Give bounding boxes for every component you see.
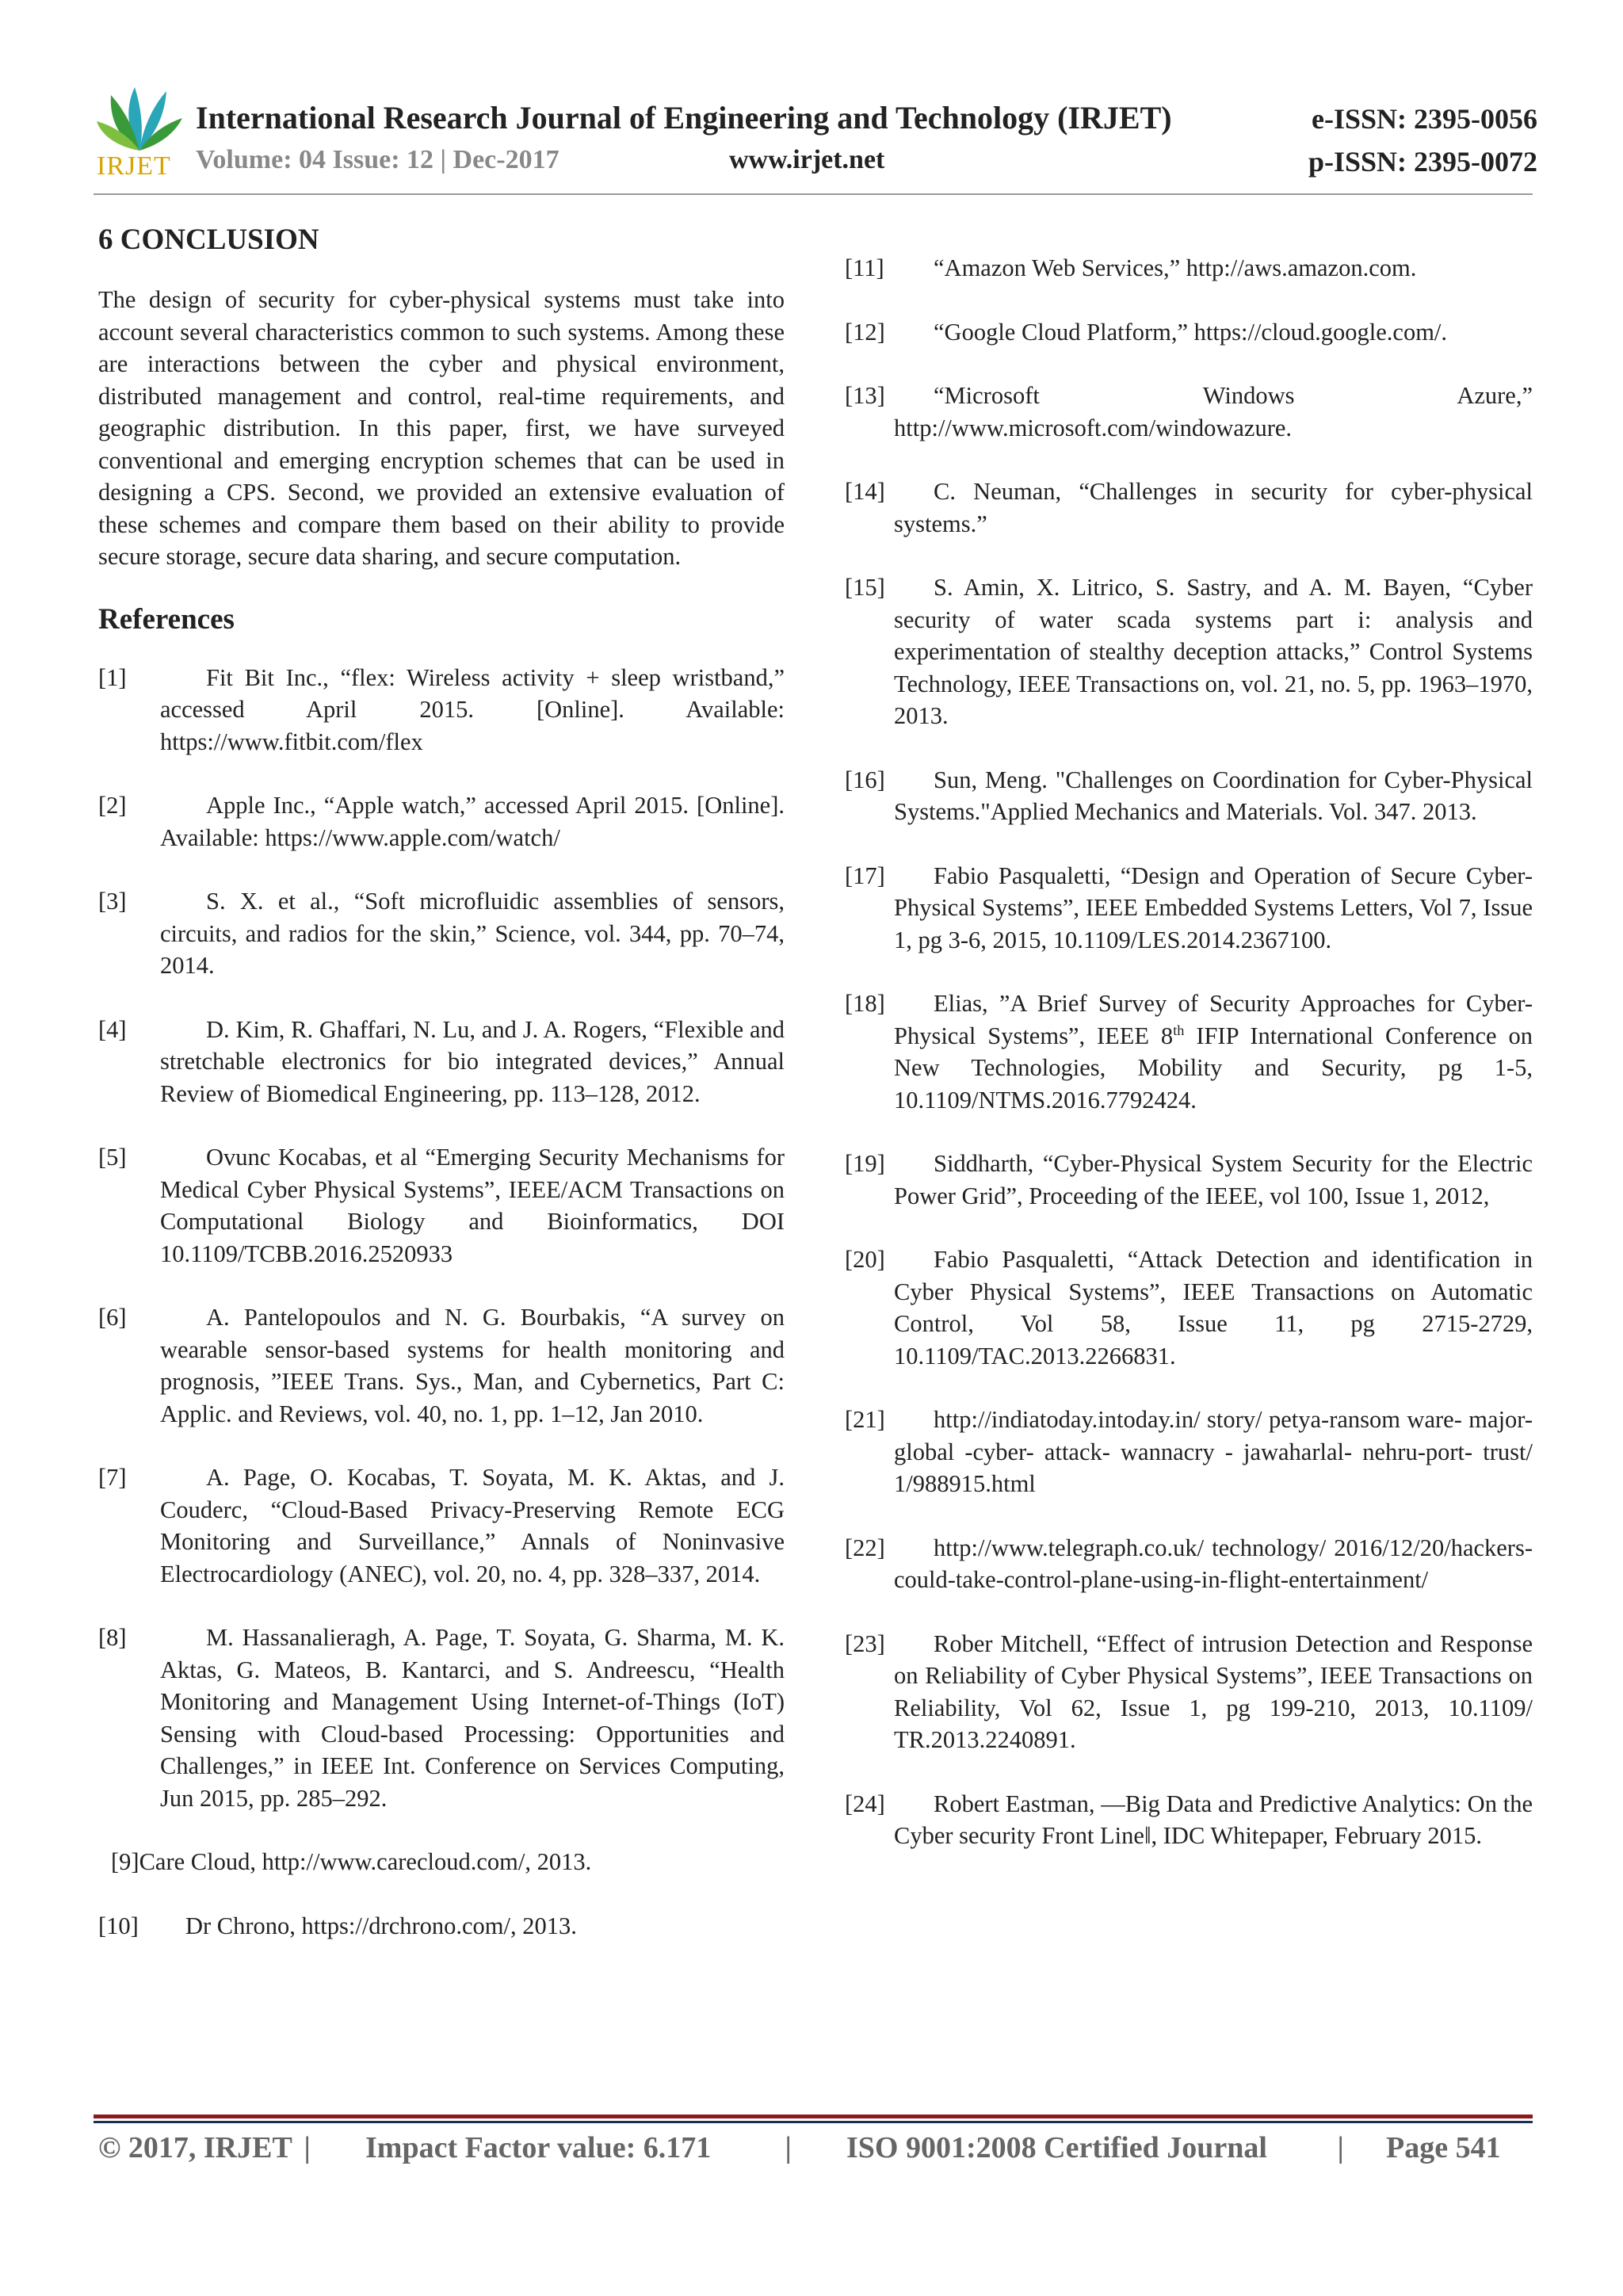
reference-text: “Amazon Web Services,” http://aws.amazon.com. (934, 254, 1417, 281)
reference-text: Dr Chrono, https://drchrono.com/, 2013. (185, 1912, 577, 1939)
reference-item (98, 789, 785, 854)
reference-text: M. Hassanalieragh, A. Page, T. Soyata, G. Sharma, M. K. Aktas, G. Mateos, B. Kantarci, and S. Andreescu, “Health Monitoring and Management Using Internet-of-Things (IoT) Sensing with Cloud-based Processing: Opportunities and Challenges,” in IEEE Int. Conference on Services Computing, Jun 2015, pp. 285–292. (160, 1624, 785, 1812)
footer-page-number: Page 541 (1386, 2131, 1501, 2164)
journal-website: www.irjet.net (729, 145, 885, 174)
reference-number: [8] (98, 1624, 127, 1651)
reference-item (98, 1622, 785, 1814)
header-divider (94, 193, 1533, 195)
reference-number: [2] (98, 792, 127, 819)
reference-number: [10] (98, 1912, 139, 1939)
footer-copyright: © 2017, IRJET (98, 2131, 292, 2164)
reference-number: [6] (98, 1304, 127, 1331)
e-issn: e-ISSN: 2395-0056 (1312, 103, 1537, 135)
reference-text: C. Neuman, “Challenges in security for cyber-physical systems.” (894, 478, 1533, 537)
reference-item (98, 1846, 785, 1878)
reference-number: [21] (845, 1406, 885, 1433)
reference-number: [3] (98, 888, 127, 915)
right-column (845, 252, 1533, 1852)
reference-item (845, 988, 1533, 1116)
conclusion-heading: 6 CONCLUSION (98, 223, 319, 256)
reference-number: [24] (845, 1790, 885, 1817)
page-footer (98, 2130, 1533, 2165)
reference-number: [5] (98, 1144, 127, 1171)
reference-text: A. Pantelopoulos and N. G. Bourbakis, “A survey on wearable sensor-based systems for health monitoring and prognosis, ”IEEE Trans. Sys., Man, and Cybernetics, Part C: Applic. and Reviews, vol. 40, no. 1, pp. 1–12, Jan 2010. (160, 1304, 785, 1427)
reference-number: [1] (98, 663, 127, 691)
reference-text-part2: IFIP International Conference on New Technologies, Mobility and Security, pg 1-5, 10.1109/NTMS.2016.7792424. (894, 1022, 1533, 1114)
reference-number: [14] (845, 478, 885, 505)
reference-number: [19] (845, 1150, 885, 1177)
reference-text: Apple Inc., “Apple watch,” accessed April 2015. [Online]. Available: https://www.apple.com/watch/ (160, 792, 785, 851)
reference-text: Siddharth, “Cyber-Physical System Security for the Electric Power Grid”, Proceeding of the IEEE, vol 100, Issue 1, 2012, (894, 1150, 1533, 1209)
footer-separator: | (1337, 2131, 1344, 2164)
footer-rule-red (94, 2115, 1533, 2118)
footer-separator: | (304, 2131, 311, 2164)
reference-text: “Microsoft Windows Azure,” http://www.microsoft.com/windowazure. (894, 382, 1533, 441)
reference-text: http://indiatoday.intoday.in/ story/ petya-ransom ware- major- global -cyber- attack- wannacry - jawaharlal- nehru-port- trust/ 1/988915.html (894, 1406, 1533, 1497)
reference-item (845, 1244, 1533, 1372)
reference-number: [22] (845, 1534, 885, 1561)
reference-number: [20] (845, 1246, 885, 1273)
reference-item (98, 885, 785, 982)
reference-text: S. X. et al., “Soft microfluidic assemblies of sensors, circuits, and radios for the skin,” Science, vol. 344, pp. 70–74, 2014. (160, 888, 785, 979)
reference-text: Robert Eastman, ―Big Data and Predictive Analytics: On the Cyber security Front Line‖, IDC Whitepaper, February 2015. (894, 1790, 1533, 1849)
reference-number: [16] (845, 766, 885, 793)
reference-item (845, 860, 1533, 957)
reference-item (845, 764, 1533, 828)
conclusion-paragraph: The design of security for cyber-physical systems must take into account several characteristics common to such systems. Among these are interactions between the cyber and physical environment, distributed management and control, real-time requirements, and geographic distribution. In this paper, first, we have surveyed conventional and emerging encryption schemes that can be used in designing a CPS. Second, we provided an extensive evaluation of these schemes and compare them based on their ability to provide secure storage, secure data sharing, and secure computation. (98, 286, 785, 570)
p-issn: p-ISSN: 2395-0072 (1308, 146, 1537, 178)
logo-text: IRJET (97, 151, 171, 181)
reference-list-left (98, 662, 785, 1943)
reference-item (845, 1788, 1533, 1852)
reference-text: Rober Mitchell, “Effect of intrusion Detection and Response on Reliability of Cyber Physical Systems”, IEEE Transactions on Reliability, Vol 62, Issue 1, pg 199-210, 2013, 10.1109/ TR.2013.2240891. (894, 1629, 1533, 1753)
footer-separator: | (785, 2131, 792, 2164)
reference-text: Fabio Pasqualetti, “Design and Operation of Secure Cyber-Physical Systems”, IEEE Embedded Systems Letters, Vol 7, Issue 1, pg 3-6, 2015, 10.1109/LES.2014.2367100. (894, 861, 1533, 953)
reference-text: Care Cloud, http://www.carecloud.com/, 2013. (139, 1848, 592, 1875)
page-header (87, 75, 1537, 194)
left-column (98, 222, 785, 1942)
reference-item (98, 1014, 785, 1110)
reference-item (98, 1461, 785, 1590)
reference-text: D. Kim, R. Ghaffari, N. Lu, and J. A. Rogers, “Flexible and stretchable electronics for bio integrated devices,” Annual Review of Biomedical Engineering, pp. 113–128, 2012. (160, 1015, 785, 1107)
reference-item (845, 571, 1533, 732)
reference-number: [4] (98, 1015, 127, 1043)
reference-number: [11] (845, 254, 884, 281)
reference-text: A. Page, O. Kocabas, T. Soyata, M. K. Aktas, and J. Couderc, “Cloud-Based Privacy-Preserving Remote ECG Monitoring and Surveillance,” Annals of Noninvasive Electrocardiology (ANEC), vol. 20, no. 4, pp. 328–337, 2014. (160, 1464, 785, 1587)
references-heading: References (98, 602, 235, 636)
reference-item (845, 1532, 1533, 1596)
reference-item (98, 662, 785, 758)
footer-impact-factor: Impact Factor value: 6.171 (365, 2131, 712, 2164)
reference-item (845, 252, 1533, 285)
reference-number: [17] (845, 861, 885, 889)
reference-item (845, 1148, 1533, 1212)
reference-text: Sun, Meng. "Challenges on Coordination for Cyber-Physical Systems."Applied Mechanics and Materials. Vol. 347. 2013. (894, 766, 1533, 825)
footer-rule-navy (94, 2121, 1533, 2123)
reference-text: S. Amin, X. Litrico, S. Sastry, and A. M. Bayen, “Cyber security of water scada systems part i: analysis and experimentation of stealthy deception attacks,” Control Systems Technology, IEEE Transactions on, vol. 21, no. 5, pp. 1963–1970, 2013. (894, 574, 1533, 729)
reference-text: “Google Cloud Platform,” https://cloud.google.com/. (934, 318, 1448, 346)
reference-text: Fabio Pasqualetti, “Attack Detection and identification in Cyber Physical Systems”, IEEE Transactions on Automatic Control, Vol 58, Issue 11, pg 2715-2729, 10.1109/TAC.2013.2266831. (894, 1246, 1533, 1370)
reference-text: http://www.telegraph.co.uk/ technology/ 2016/12/20/hackers- could-take-control-plane-using-in-flight-entertainment/ (894, 1534, 1533, 1593)
reference-item (98, 1910, 785, 1943)
irjet-logo (95, 83, 184, 186)
reference-number: [15] (845, 574, 885, 601)
reference-number: [7] (98, 1464, 127, 1491)
reference-item (98, 1141, 785, 1270)
superscript-th: th (1173, 1022, 1185, 1038)
reference-item (845, 1404, 1533, 1500)
journal-title: International Research Journal of Engineering and Technology (IRJET) (196, 100, 1172, 136)
footer-iso: ISO 9001:2008 Certified Journal (846, 2131, 1267, 2164)
reference-item (845, 476, 1533, 540)
reference-item (845, 1628, 1533, 1756)
reference-number: [23] (845, 1629, 885, 1657)
reference-text: Fit Bit Inc., “flex: Wireless activity + sleep wristband,” accessed April 2015. [Online]. Available: https://www.fitbit.com/flex (160, 663, 785, 755)
logo-leaves-icon (95, 83, 184, 155)
reference-number: [13] (845, 382, 885, 409)
reference-text: Ovunc Kocabas, et al “Emerging Security Mechanisms for Medical Cyber Physical Systems”, IEEE/ACM Transactions on Computational Biology and Bioinformatics, DOI 10.1109/TCBB.2016.2520933 (160, 1144, 785, 1267)
reference-text-part1: Elias, ”A Brief Survey of Security Approaches for Cyber-Physical Systems”, IEEE 8 (894, 990, 1533, 1049)
reference-number: [18] (845, 990, 885, 1017)
reference-item (845, 380, 1533, 444)
reference-number: [9] (111, 1848, 139, 1875)
volume-issue: Volume: 04 Issue: 12 | Dec-2017 (196, 145, 559, 174)
reference-item (98, 1301, 785, 1430)
reference-item (845, 316, 1533, 349)
reference-number: [12] (845, 318, 885, 346)
